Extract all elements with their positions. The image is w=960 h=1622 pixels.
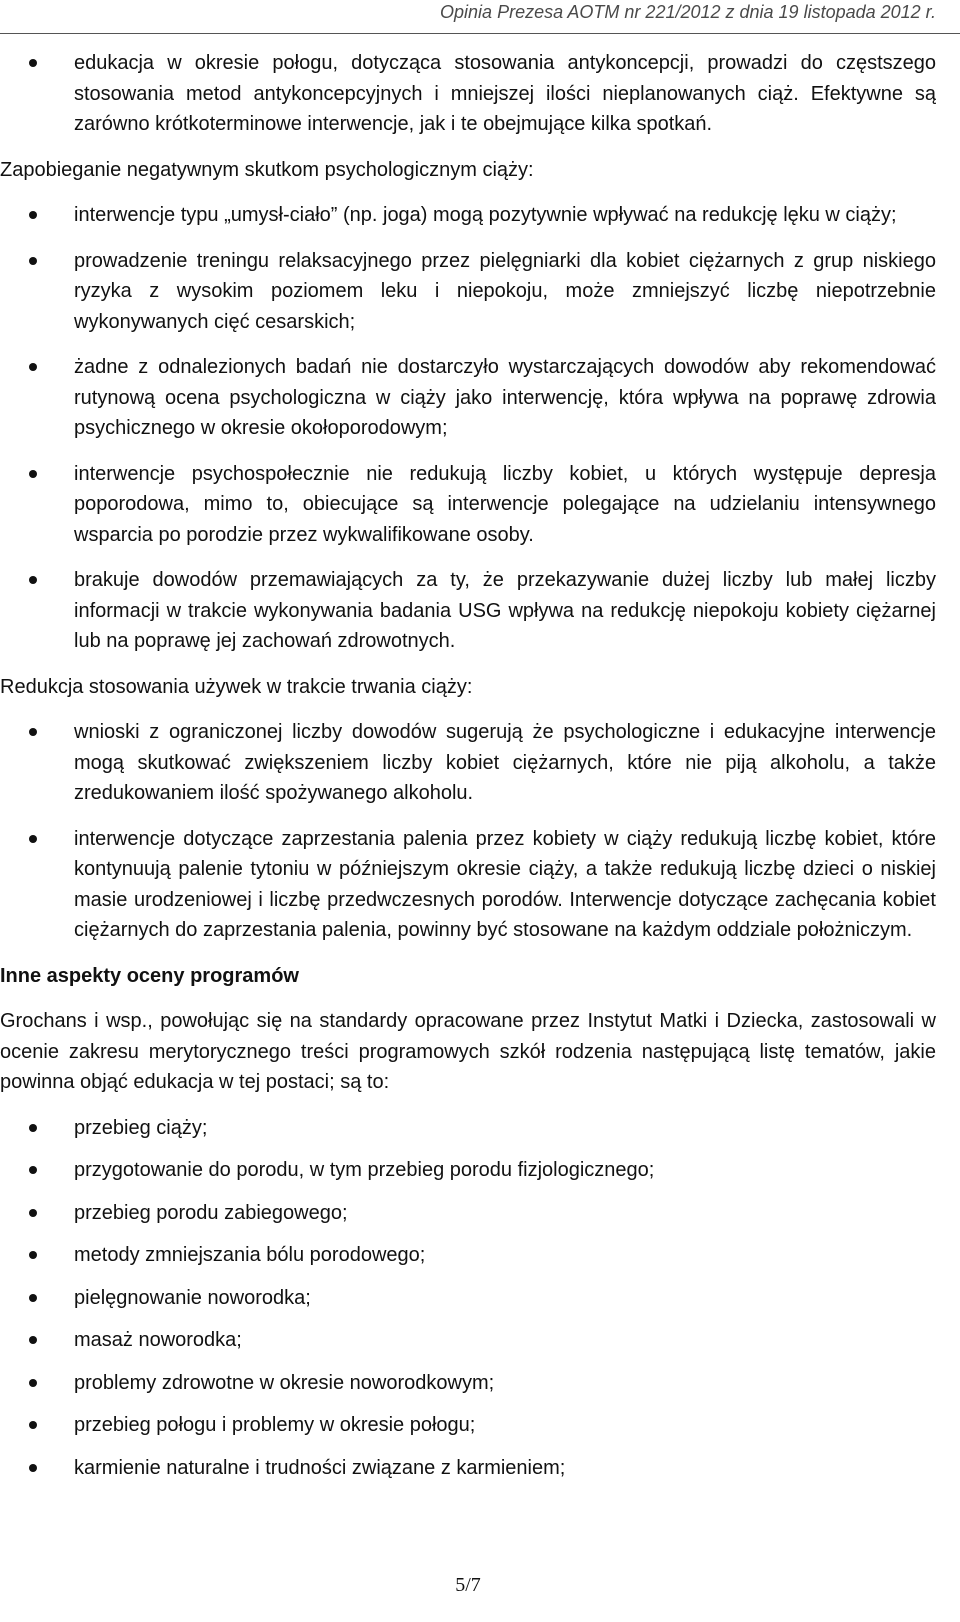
list-item [0,459,936,551]
list-item [0,1198,936,1229]
list-item [0,1240,936,1271]
list-item-text: karmienie naturalne i trudności związane z karmieniem; [74,1456,566,1479]
list-item [0,48,936,140]
section-heading-psych: Zapobieganie negatywnym skutkom psychologicznym ciąży: [0,158,534,181]
bullet-icon [29,1251,37,1259]
list-item-text: edukacja w okresie połogu, dotycząca stosowania antykoncepcji, prowadzi do częstszego stosowania metod antykoncepcyjnych i mniejszej ilości nieplanowanych ciąż. Efektywne są zarówno krótkoterminowe interwencje, jak i te obejmujące kilka spotkań. [74,52,936,135]
list-item-text: wnioski z ograniczonej liczby dowodów sugerują że psychologiczne i edukacyjne interwencje mogą skutkować zwiększeniem liczby kobiet ciężarnych, które nie piją alkoholu, a także zredukowaniem ilość spożywanego alkoholu. [74,721,936,804]
header-divider [0,33,960,34]
bullet-icon [29,728,37,736]
psych-list [0,200,936,657]
list-item [0,1155,936,1186]
intro-list [0,48,936,140]
list-item [0,352,936,444]
section-paragraph: Grochans i wsp., powołując się na standardy opracowane przez Instytut Matki i Dziecka, zastosowali w ocenie zakresu merytorycznego treści programowych szkół rodzenia następującą listę tematów, jakie powinna objąć edukacja w tej postaci; są to: [0,1010,936,1093]
bullet-icon [29,1464,37,1472]
list-item-text: przygotowanie do porodu, w tym przebieg porodu fizjologicznego; [74,1159,655,1181]
list-item-text: masaż noworodka; [74,1329,242,1351]
list-item [0,1283,936,1314]
list-item [0,824,936,946]
list-item [0,1368,936,1399]
bullet-icon [29,363,37,371]
list-item-text: brakuje dowodów przemawiających za ty, że przekazywanie dużej liczby lub małej liczby informacji w trakcie wykonywania badania USG wpływa na redukcję niepokoju kobiety ciężarnej lub na poprawę jej zachowań zdrowotnych. [74,569,936,652]
bullet-icon [29,1209,37,1217]
list-item-text: żadne z odnalezionych badań nie dostarczyło wystarczających dowodów aby rekomendować rutynową ocena psychologiczna w ciąży jako interwencję, która wpływa na poprawę zdrowia psychicznego w okresie okołoporodowym; [74,356,936,439]
list-item-text: przebieg ciąży; [74,1116,208,1139]
list-item [0,1113,936,1144]
list-item-text: prowadzenie treningu relaksacyjnego przez pielęgniarki dla kobiet ciężarnych z grup niskiego ryzyka z wysokim poziomem leku i niepokoju, może zmniejszyć liczbę niepotrzebnie wykonywanych cięć cesarskich; [74,249,936,333]
list-item [0,1453,936,1484]
bullet-icon [29,1421,37,1429]
list-item [0,565,936,657]
bullet-icon [29,1294,37,1302]
bullet-icon [29,1124,37,1132]
bullet-icon [29,59,37,67]
list-item [0,1410,936,1441]
bullet-icon [29,1336,37,1344]
list-item-text: interwencje dotyczące zaprzestania palenia przez kobiety w ciąży redukują liczbę kobiet, które kontynuują palenie tytoniu w późniejszym okresie ciąży, a także redukują liczbę dzieci o niskiej masie urodzeniowej i liczbę przedwczesnych porodów. Interwencje dotyczące zachęcania kobiet ciężarnych do zaprzestania palenia, powinny być stosowane na każdym oddziale położniczym. [74,827,936,941]
section-heading-substances: Redukcja stosowania używek w trakcie trwania ciąży: [0,675,473,698]
list-item [0,200,936,231]
substances-list [0,717,936,946]
bullet-icon [29,211,37,219]
bullet-icon [29,576,37,584]
list-item-text: przebieg porodu zabiegowego; [74,1201,348,1224]
page-header: Opinia Prezesa AOTM nr 221/2012 z dnia 19 listopada 2012 r. [440,2,936,22]
list-item-text: metody zmniejszania bólu porodowego; [74,1244,426,1266]
bullet-icon [29,1166,37,1174]
page-number: 5/7 [455,1574,481,1596]
bullet-icon [29,470,37,478]
topics-list [0,1113,936,1484]
bullet-icon [29,257,37,265]
list-item-text: problemy zdrowotne w okresie noworodkowym; [74,1371,495,1394]
list-item [0,1325,936,1356]
list-item [0,717,936,809]
list-item-text: pielęgnowanie noworodka; [74,1286,311,1309]
list-item-text: interwencje psychospołecznie nie redukują liczby kobiet, u których występuje depresja poporodowa, mimo to, obiecujące są interwencje polegające na udzielaniu intensywnego wsparcia po porodzie przez wykwalifikowane osoby. [74,462,936,546]
bullet-icon [29,835,37,843]
list-item-text: interwencje typu „umysł-ciało” (np. joga) mogą pozytywnie wpływać na redukcję lęku w ciąży; [74,204,897,226]
section-heading-other: Inne aspekty oceny programów [0,964,299,987]
bullet-icon [29,1379,37,1387]
list-item [0,246,936,338]
document-body [0,48,936,1495]
list-item-text: przebieg połogu i problemy w okresie połogu; [74,1414,476,1436]
